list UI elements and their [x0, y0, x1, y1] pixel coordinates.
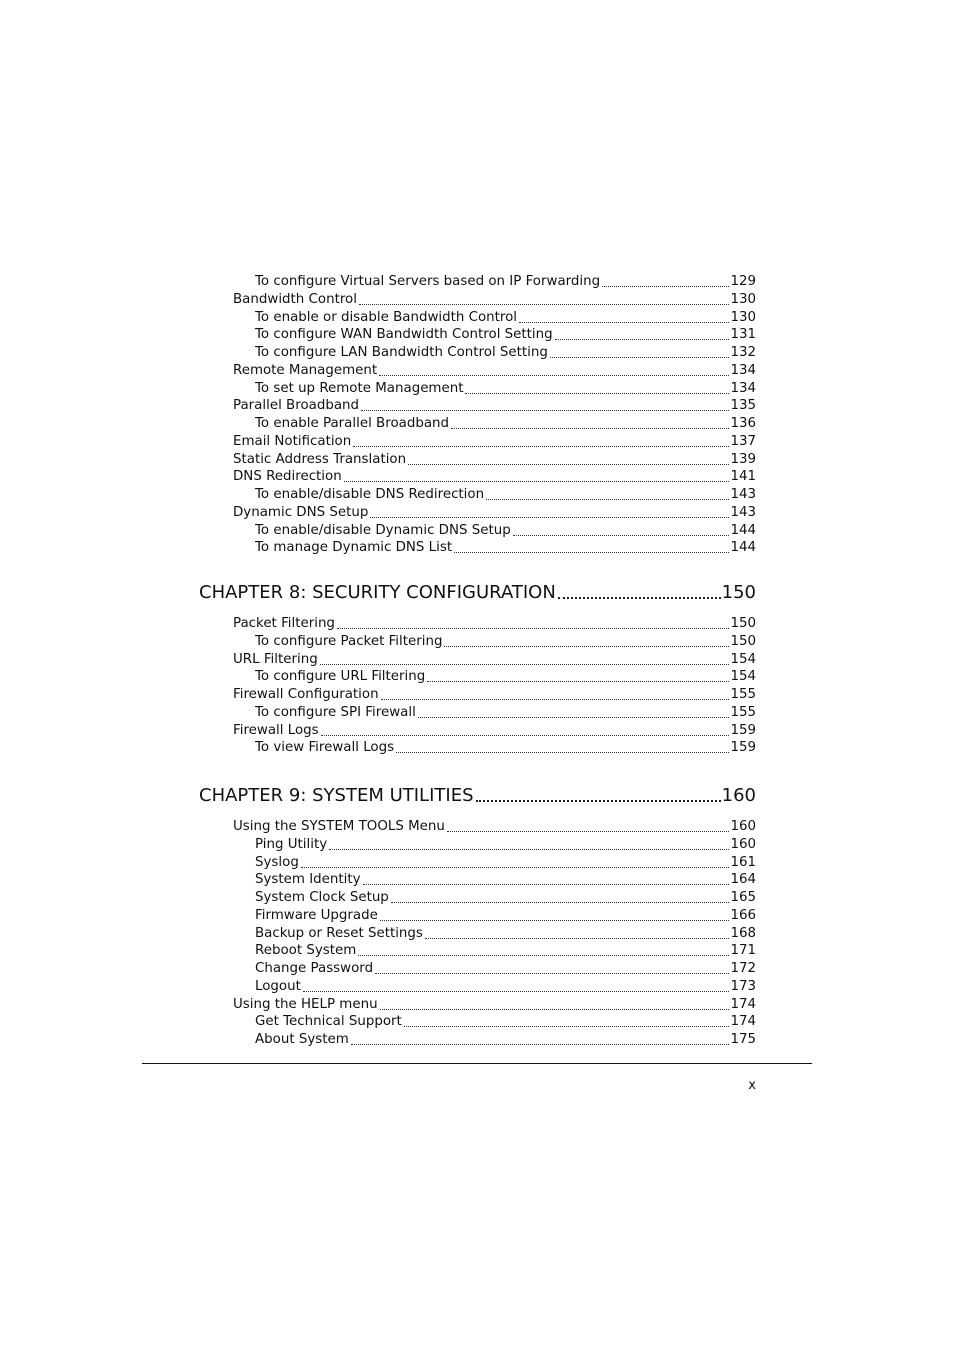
- dot-leader: [380, 919, 730, 921]
- dot-leader: [602, 285, 729, 287]
- toc-entry-title: To configure SPI Firewall: [255, 704, 416, 720]
- dot-leader: [454, 551, 729, 553]
- toc-entry-page-number: 160: [730, 819, 756, 834]
- toc-subsection-entry[interactable]: [255, 907, 756, 925]
- toc-entry-title: Reboot System: [255, 943, 357, 959]
- dot-leader: [476, 799, 721, 802]
- toc-entry-page-number: 150: [721, 582, 756, 603]
- dot-leader: [555, 338, 730, 340]
- toc-entry-title: Firmware Upgrade: [255, 907, 378, 923]
- toc-subsection-entry[interactable]: [255, 739, 756, 757]
- toc-entry-title: Using the HELP menu: [233, 996, 378, 1012]
- toc-section-entry[interactable]: [233, 362, 756, 380]
- toc-section-entry[interactable]: [233, 291, 756, 309]
- toc-subsection-entry[interactable]: [255, 273, 756, 291]
- toc-section-entry[interactable]: [233, 996, 756, 1014]
- dot-leader: [359, 303, 729, 305]
- toc-entry-title: Email Notification: [233, 433, 352, 449]
- toc-entry-title: To manage Dynamic DNS List: [255, 540, 453, 556]
- toc-subsection-entry[interactable]: [255, 486, 756, 504]
- toc-entry-page-number: 159: [730, 740, 756, 756]
- dot-leader: [425, 937, 730, 939]
- toc-entry-page-number: 154: [730, 669, 756, 685]
- toc-entry-page-number: 137: [730, 433, 756, 449]
- toc-subsection-entry[interactable]: [255, 539, 756, 557]
- toc-subsection-entry[interactable]: [255, 1031, 756, 1049]
- toc-section-entry[interactable]: [233, 722, 756, 740]
- dot-leader: [379, 374, 729, 376]
- dot-leader: [301, 866, 730, 868]
- dot-leader: [321, 734, 730, 736]
- toc-entry-page-number: 174: [730, 996, 756, 1012]
- toc-subsection-entry[interactable]: [255, 978, 756, 996]
- toc-entry-title: To configure LAN Bandwidth Control Setting: [255, 345, 548, 360]
- dot-leader: [408, 463, 729, 465]
- toc-entry-page-number: 130: [730, 309, 756, 325]
- toc-entry-page-number: 134: [730, 380, 756, 396]
- toc-entry-title: Dynamic DNS Setup: [233, 504, 369, 520]
- footer-rule: [142, 1063, 812, 1064]
- toc-entry-title: Ping Utility: [255, 836, 328, 852]
- toc-entry-page-number: 141: [730, 469, 756, 485]
- dot-leader: [396, 751, 729, 753]
- dot-leader: [418, 716, 730, 718]
- toc-entry-page-number: 174: [730, 1014, 756, 1030]
- toc-entry-page-number: 160: [721, 785, 756, 806]
- dot-leader: [519, 321, 729, 323]
- page-number: x: [748, 1078, 756, 1093]
- dot-leader: [361, 409, 729, 411]
- toc-subsection-entry[interactable]: [255, 871, 756, 889]
- toc-entry-page-number: 161: [730, 854, 756, 870]
- dot-leader: [363, 883, 730, 885]
- dot-leader: [375, 972, 729, 974]
- toc-entry-page-number: 134: [730, 362, 756, 378]
- toc-entry-page-number: 136: [730, 416, 756, 431]
- toc-entry-title: Get Technical Support: [255, 1014, 402, 1030]
- toc-subsection-entry[interactable]: [255, 889, 756, 907]
- toc-entry-page-number: 131: [730, 327, 756, 343]
- toc-entry-title: Firewall Logs: [233, 722, 319, 738]
- dot-leader: [320, 663, 730, 665]
- toc-entry-page-number: 129: [730, 274, 756, 289]
- toc-entry-title: To configure Virtual Servers based on IP Forwarding: [255, 274, 601, 289]
- toc-entry-page-number: 130: [730, 291, 756, 307]
- chapter-heading[interactable]: [199, 784, 756, 808]
- toc-entry-title: To view Firewall Logs: [255, 740, 395, 756]
- toc-entry-title: To enable/disable DNS Redirection: [255, 487, 485, 502]
- toc-entry-page-number: 150: [730, 633, 756, 649]
- toc-entry-title: To configure Packet Filtering: [255, 633, 443, 649]
- toc-entry-page-number: 143: [730, 487, 756, 502]
- toc-subsection-entry[interactable]: [255, 668, 756, 686]
- toc-entry-page-number: 160: [730, 836, 756, 852]
- toc-subsection-entry[interactable]: [255, 326, 756, 344]
- toc-entry-title: Bandwidth Control: [233, 291, 357, 307]
- toc-subsection-entry[interactable]: [255, 380, 756, 398]
- toc-entry-title: To enable Parallel Broadband: [255, 416, 450, 431]
- toc-entry-title: Static Address Translation: [233, 451, 407, 467]
- dot-leader: [558, 596, 721, 599]
- toc-section-entry[interactable]: [233, 397, 756, 415]
- toc-subsection-entry[interactable]: [255, 309, 756, 327]
- toc-entry-title: Logout: [255, 978, 301, 994]
- toc-entry-title: System Identity: [255, 872, 361, 888]
- toc-section-entry[interactable]: [233, 818, 756, 836]
- toc-entry-title: Change Password: [255, 961, 374, 976]
- toc-section-entry[interactable]: [233, 686, 756, 704]
- toc-entry-title: DNS Redirection: [233, 469, 342, 485]
- toc-section-entry[interactable]: [233, 468, 756, 486]
- toc-entry-page-number: 165: [730, 890, 756, 905]
- toc-subsection-entry[interactable]: [255, 942, 756, 960]
- dot-leader: [513, 534, 730, 536]
- dot-leader: [451, 427, 729, 429]
- toc-entry-page-number: 171: [730, 943, 756, 959]
- toc-subsection-entry[interactable]: [255, 633, 756, 651]
- toc-entry-title: To configure WAN Bandwidth Control Setting: [255, 327, 553, 343]
- toc-entry-title: Backup or Reset Settings: [255, 925, 423, 941]
- toc-entry-title: To set up Remote Management: [255, 380, 464, 396]
- toc-entry-title: To enable or disable Bandwidth Control: [255, 309, 518, 325]
- toc-section-entry[interactable]: [233, 433, 756, 451]
- toc-entry-page-number: 154: [730, 651, 756, 667]
- dot-leader: [404, 1025, 730, 1027]
- dot-leader: [380, 1008, 730, 1010]
- toc-entry-title: Parallel Broadband: [233, 398, 360, 414]
- dot-leader: [370, 516, 729, 518]
- dot-leader: [391, 901, 730, 903]
- toc-entry-page-number: 143: [730, 504, 756, 520]
- dot-leader: [465, 392, 729, 394]
- dot-leader: [550, 356, 730, 358]
- toc-entry-title: CHAPTER 8: SECURITY CONFIGURATION: [199, 582, 556, 603]
- toc-entry-page-number: 155: [730, 687, 756, 702]
- toc-entry-page-number: 173: [730, 978, 756, 994]
- dot-leader: [344, 480, 730, 482]
- dot-leader: [353, 445, 729, 447]
- toc-entry-page-number: 155: [730, 704, 756, 720]
- toc-entry-title: Packet Filtering: [233, 616, 335, 631]
- toc-entry-page-number: 139: [730, 451, 756, 467]
- dot-leader: [303, 990, 730, 992]
- toc-subsection-entry[interactable]: [255, 854, 756, 872]
- toc-entry-title: To enable/disable Dynamic DNS Setup: [255, 522, 511, 538]
- dot-leader: [358, 954, 729, 956]
- toc-entry-page-number: 164: [730, 872, 756, 888]
- toc-subsection-entry[interactable]: [255, 960, 756, 978]
- toc-entry-page-number: 144: [730, 522, 756, 538]
- toc-entry-title: CHAPTER 9: SYSTEM UTILITIES: [199, 785, 474, 806]
- toc-subsection-entry[interactable]: [255, 836, 756, 854]
- toc-subsection-entry[interactable]: [255, 1013, 756, 1031]
- toc-entry-title: System Clock Setup: [255, 890, 389, 905]
- toc-entry-page-number: 175: [730, 1032, 756, 1047]
- toc-entry-page-number: 132: [730, 345, 756, 360]
- toc-entry-page-number: 166: [730, 907, 756, 923]
- toc-entry-title: URL Filtering: [233, 651, 318, 667]
- toc-entry-page-number: 135: [730, 398, 756, 414]
- toc-entry-title: Firewall Configuration: [233, 687, 379, 702]
- toc-subsection-entry[interactable]: [255, 925, 756, 943]
- toc-entry-page-number: 159: [730, 722, 756, 738]
- toc-subsection-entry[interactable]: [255, 522, 756, 540]
- dot-leader: [381, 698, 730, 700]
- toc-subsection-entry[interactable]: [255, 704, 756, 722]
- toc-entry-page-number: 172: [730, 961, 756, 976]
- toc-section-entry[interactable]: [233, 451, 756, 469]
- dot-leader: [447, 830, 730, 832]
- dot-leader: [486, 498, 729, 500]
- dot-leader: [427, 680, 729, 682]
- toc-entry-page-number: 168: [730, 925, 756, 941]
- toc-entry-page-number: 150: [730, 616, 756, 631]
- toc-entry-title: About System: [255, 1032, 349, 1047]
- dot-leader: [337, 627, 730, 629]
- toc-subsection-entry[interactable]: [255, 415, 756, 433]
- dot-leader: [351, 1043, 730, 1045]
- toc-entry-title: To configure URL Filtering: [255, 669, 426, 685]
- toc-section-entry[interactable]: [233, 615, 756, 633]
- toc-section-entry[interactable]: [233, 504, 756, 522]
- toc-entry-page-number: 144: [730, 540, 756, 556]
- chapter-heading[interactable]: [199, 581, 756, 605]
- dot-leader: [329, 848, 729, 850]
- dot-leader: [444, 645, 729, 647]
- toc-entry-title: Using the SYSTEM TOOLS Menu: [233, 819, 445, 834]
- toc-entry-title: Syslog: [255, 854, 299, 870]
- toc-subsection-entry[interactable]: [255, 344, 756, 362]
- toc-section-entry[interactable]: [233, 651, 756, 669]
- toc-entry-title: Remote Management: [233, 362, 378, 378]
